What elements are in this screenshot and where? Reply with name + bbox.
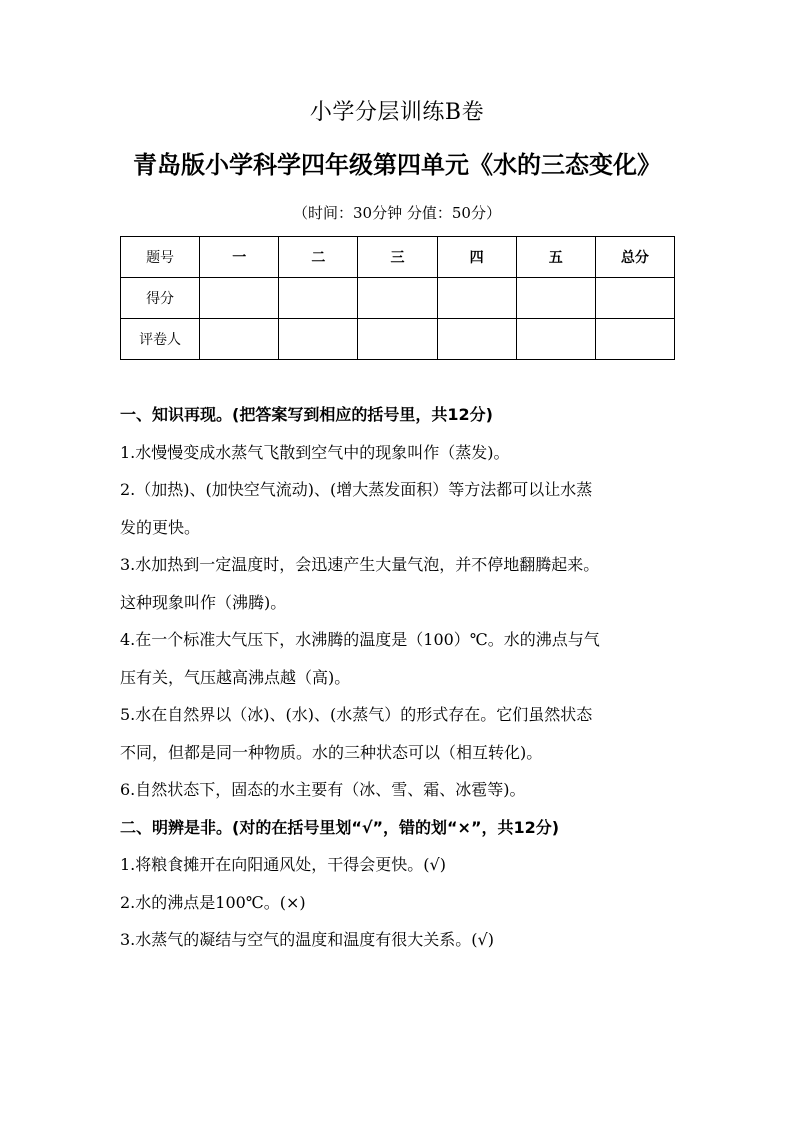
page-subtitle: 青岛版小学科学四年级第四单元《水的三态变化》: [133, 151, 661, 179]
section-1-line: 2.（加热)、(加快空气流动)、(增大蒸发面积）等方法都可以让水蒸: [120, 480, 593, 499]
score-table-header-row: [121, 237, 675, 278]
score-cell: [358, 278, 437, 319]
header-cell-2: 二: [279, 237, 358, 278]
section-1-line: 5.水在自然界以（冰)、(水)、(水蒸气）的形式存在。它们虽然状态: [120, 705, 593, 724]
section-1-line: 4.在一个标准大气压下，水沸腾的温度是（100）℃。水的沸点与气: [120, 630, 600, 649]
score-cell: [437, 278, 516, 319]
header-cell-total: 总分: [595, 237, 674, 278]
grader-cell: [595, 319, 674, 360]
header-cell-5: 五: [516, 237, 595, 278]
header-cell-4: 四: [437, 237, 516, 278]
grader-cell: [279, 319, 358, 360]
score-cell: [200, 278, 279, 319]
grader-cell: [358, 319, 437, 360]
section-1-line: 6.自然状态下，固态的水主要有（冰、雪、霜、冰雹等)。: [120, 780, 526, 799]
header-cell-question-number: 题号: [121, 237, 200, 278]
score-cell: [595, 278, 674, 319]
section-2-line: 1.将粮食摊开在向阳通风处，干得会更快。(√): [120, 855, 446, 874]
section-1-line: 压有关，气压越高沸点越（高)。: [120, 667, 351, 687]
section-1-line: 这种现象叫作（沸腾)。: [120, 592, 287, 612]
score-cell: [516, 278, 595, 319]
grader-cell: [200, 319, 279, 360]
score-row-label: 得分: [121, 278, 200, 319]
section-2-heading: 二、明辨是非。(对的在括号里划“√”，错的划“×”，共12分): [120, 817, 560, 837]
page-title: 小学分层训练B卷: [309, 100, 485, 125]
section-1-line: 发的更快。: [120, 517, 201, 537]
section-1-heading: 一、知识再现。(把答案写到相应的括号里，共12分): [120, 405, 493, 424]
exam-content: [120, 396, 698, 959]
section-2-line: 2.水的沸点是100℃。(×): [120, 892, 306, 912]
score-row: [121, 278, 675, 319]
grader-cell: [437, 319, 516, 360]
section-1-line: 1.水慢慢变成水蒸气飞散到空气中的现象叫作（蒸发)。: [120, 442, 510, 462]
header-cell-3: 三: [358, 237, 437, 278]
header-cell-1: 一: [200, 237, 279, 278]
section-1-line: 不同，但都是同一种物质。水的三种状态可以（相互转化)。: [120, 742, 543, 762]
grader-row: [121, 319, 675, 360]
section-2-line: 3.水蒸气的凝结与空气的温度和温度有很大关系。(√): [120, 930, 494, 949]
exam-meta: （时间：30分钟 分值：50分）: [293, 204, 501, 222]
score-table: [120, 236, 675, 360]
section-1-line: 3.水加热到一定温度时，会迅速产生大量气泡，并不停地翻腾起来。: [120, 555, 600, 574]
score-cell: [279, 278, 358, 319]
grader-cell: [516, 319, 595, 360]
grader-row-label: 评卷人: [121, 319, 200, 360]
